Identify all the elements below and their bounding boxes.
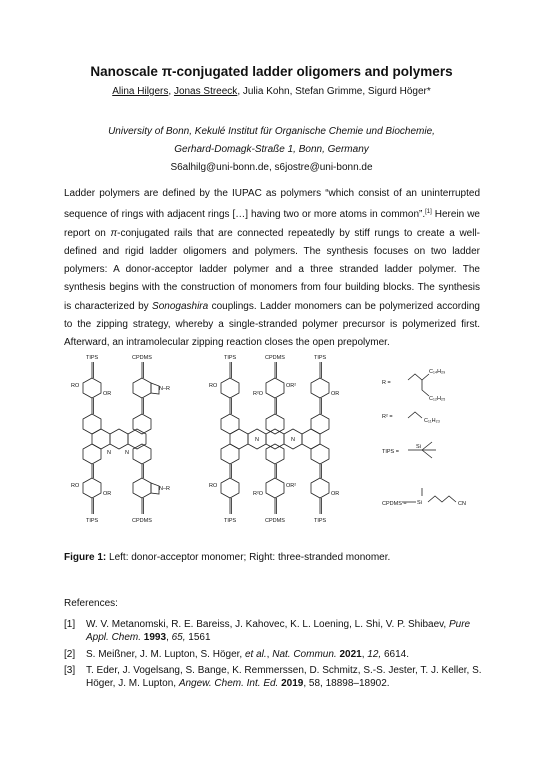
label-n-1: N (107, 450, 111, 456)
reference-pages: 6614. (381, 648, 409, 660)
reference-authors: S. Meißner, J. M. Lupton, S. Höger, (86, 648, 245, 660)
abstract (64, 185, 480, 353)
label-tips-4: TIPS (314, 355, 327, 361)
label-tips-1: TIPS (86, 355, 99, 361)
label-tips-2: TIPS (86, 518, 99, 524)
references-heading: References: (64, 598, 118, 609)
reference-year: 1993 (141, 632, 167, 644)
label-n-2: N (125, 450, 129, 456)
label-nr-1: N–R (159, 386, 171, 392)
author-2: Jonas Streeck (173, 86, 238, 97)
label-tips-5: TIPS (224, 518, 237, 524)
label-r-eq: R = (382, 380, 391, 386)
reference-number: [1] (64, 619, 76, 630)
donor-acceptor-monomer (83, 362, 159, 514)
reference-year: 2019 (278, 678, 304, 690)
label-cpdms-1: CPDMS (132, 355, 152, 361)
reference-number: [2] (64, 648, 76, 660)
figure-caption (64, 552, 390, 563)
reference-item (64, 664, 484, 691)
label-or2-2: OR² (286, 483, 297, 489)
label-ro-4: RO (209, 483, 218, 489)
abstract-sonogashira: Sonogashira (152, 300, 209, 312)
label-si-2: Si (417, 500, 422, 506)
reference-sep: , (266, 648, 273, 660)
label-cn: CN (458, 501, 466, 507)
label-or-4: OR (331, 491, 340, 497)
label-tips-3: TIPS (224, 355, 237, 361)
reference-sep: , (361, 648, 368, 660)
abstract-text-2: Herein we report on (64, 209, 480, 239)
affiliation-line-2: Gerhard-Domagk-Straße 1, Bonn, Germany (174, 144, 369, 155)
label-tips-eq: TIPS = (382, 449, 399, 455)
reference-journal: Angew. Chem. Int. Ed. (178, 678, 279, 690)
reference-item (64, 648, 484, 661)
label-cpdms-eq: CPDMS = (382, 501, 407, 507)
author-rest: , Julia Kohn, Stefan Grimme, Sigurd Höger* (237, 86, 431, 97)
label-or-2: OR (103, 491, 112, 497)
reference-pages: , 58, 18898–18902. (303, 678, 390, 690)
reference-year: 2021 (336, 648, 362, 660)
author-sep: , (168, 86, 174, 97)
abstract-pi: π (110, 227, 118, 239)
abstract-text-4: couplings. Ladder monomers can be polymerized according to the zipping strategy, whereby a single-stranded polymer precursor is polymerized first. Afterward, an intramolecular zipping reaction closes the open prepolymer. (64, 300, 480, 349)
label-c14: C₁₄H₂₉ (429, 369, 446, 375)
affiliation (0, 123, 543, 177)
affiliation-emails: S6alhilg@uni-bonn.de, s6jostre@uni-bonn.de (170, 162, 373, 173)
label-cpdms-3: CPDMS (265, 355, 285, 361)
label-tips-6: TIPS (314, 518, 327, 524)
paper-title: Nanoscale π-conjugated ladder oligomers and polymers (90, 64, 453, 79)
label-c12: C₁₂H₂₅ (429, 396, 446, 402)
reference-item (64, 618, 484, 645)
references-list (64, 618, 484, 693)
label-n-4: N (291, 437, 295, 443)
figure-monomers (60, 350, 480, 540)
affiliation-line-1: University of Bonn, Kekulé Institut für Organische Chemie und Biochemie, (108, 126, 435, 137)
reference-volume: 12, (367, 648, 382, 660)
label-or2-1: OR² (286, 383, 297, 389)
caption-label: Figure 1: (64, 552, 107, 563)
label-si-1: Si (416, 444, 421, 450)
label-r2o-2: R²O (253, 491, 264, 497)
label-ro-2: RO (71, 483, 80, 489)
reference-etal: et al. (244, 648, 267, 660)
label-ro-1: RO (71, 383, 80, 389)
caption-text: Left: donor-acceptor monomer; Right: three-stranded monomer. (106, 552, 391, 563)
citation-1: [1] (425, 209, 432, 216)
label-or-1: OR (103, 391, 112, 397)
author-list (0, 86, 543, 97)
label-r2o-1: R²O (253, 391, 264, 397)
abstract-text-3: -conjugated rails that are connected repeatedly by stiff rungs to create a well-defined and rigid ladder oligomers and polymers. The synthesis focuses on two ladder polymers: A donor-acceptor ladder polymer and a three stranded ladder polymer. The synthesis begins with the construction of monomers from four building blocks. The synthesis is characterized by (64, 227, 480, 312)
reference-journal: Pure Appl. Chem. (86, 619, 471, 644)
label-cpdms-2: CPDMS (132, 518, 152, 524)
label-c11: C₁₁H₂₃ (424, 418, 441, 424)
label-nr-2: N–R (159, 486, 171, 492)
reference-sep: , (166, 632, 172, 644)
label-n-3: N (255, 437, 259, 443)
reference-volume: 65, (171, 632, 186, 644)
reference-authors: W. V. Metanomski, R. E. Bareiss, J. Kahovec, K. L. Loening, L. Shi, V. P. Shibaev, (86, 619, 449, 630)
label-cpdms-4: CPDMS (265, 518, 285, 524)
author-1: Alina Hilgers (112, 86, 169, 97)
reference-pages: 1561 (185, 632, 211, 644)
reference-number: [3] (64, 664, 76, 676)
abstract-text-1: Ladder polymers are defined by the IUPAC as polymers “which consist of an uninterrupted sequence of rings with adjacent rings […] having two or more atoms in common”. (64, 188, 480, 221)
label-or-3: OR (331, 391, 340, 397)
three-stranded-monomer (221, 362, 329, 514)
substituent-structures (402, 374, 456, 502)
label-r2-eq: R² = (382, 414, 393, 420)
reference-journal: Nat. Commun. (272, 648, 337, 660)
label-ro-3: RO (209, 383, 218, 389)
reference-authors: T. Eder, J. Vogelsang, S. Bange, K. Remmerssen, D. Schmitz, S.-S. Jester, T. J. Keller, S. Höger, J. M. Lupton, (86, 664, 482, 690)
